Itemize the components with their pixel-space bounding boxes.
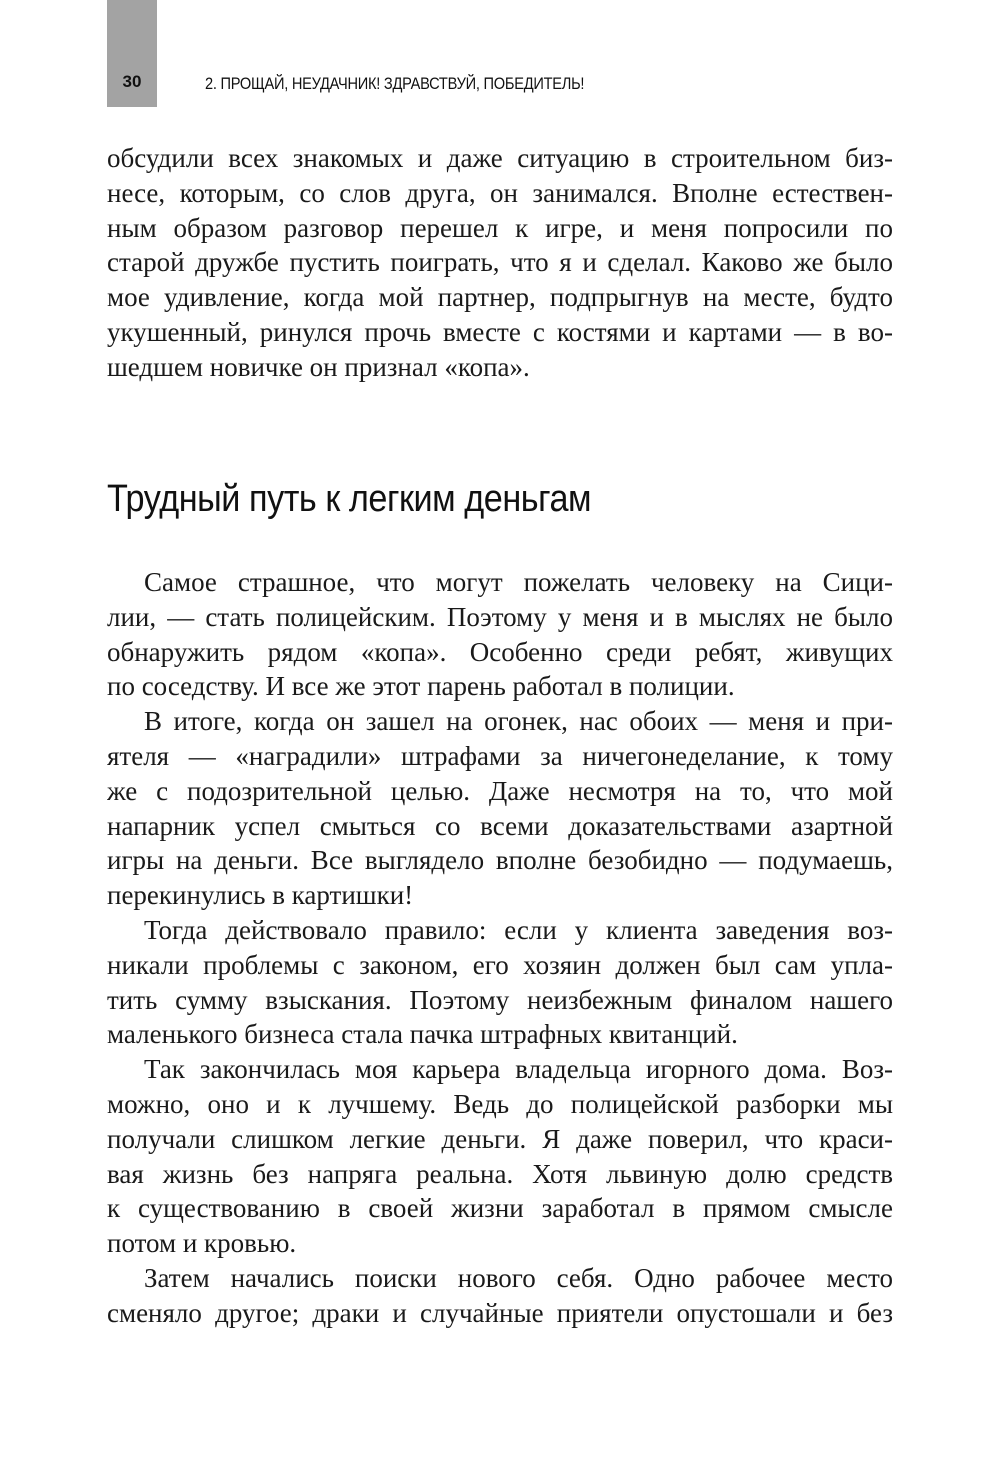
text-line: получали слишком легкие деньги. Я даже поверил, что краси- <box>107 1123 893 1154</box>
text-line: вая жизнь без напряга реальна. Хотя львиную долю средств <box>107 1158 893 1189</box>
text-line: Тогда действовало правило: если у клиента заведения воз- <box>144 914 893 945</box>
continuation-paragraph <box>107 141 893 385</box>
text-line: мое удивление, когда мой партнер, подпрыгнув на месте, будто <box>107 282 893 313</box>
section-body <box>107 565 893 1331</box>
text-line: перекинулись в картишки! <box>107 880 414 911</box>
text-line: укушенный, ринулся прочь вместе с костями и картами — в во- <box>107 316 893 347</box>
text-line: маленького бизнеса стала пачка штрафных квитанций. <box>107 1019 738 1050</box>
section-title: Трудный путь к легким деньгам <box>107 478 592 520</box>
text-line: Затем начались поиски нового себя. Одно рабочее место <box>144 1262 893 1293</box>
text-line: старой дружбе пустить поиграть, что я и сделал. Каково же было <box>107 247 893 278</box>
text-line: потом и кровью. <box>107 1228 297 1259</box>
text-line: В итоге, когда он зашел на огонек, нас обоих — меня и при- <box>144 706 893 737</box>
text-line: к существованию в своей жизни заработал в прямом смысле <box>107 1193 893 1224</box>
text-line: игры на деньги. Все выглядело вполне безобидно — подумаешь, <box>107 845 893 876</box>
text-line: ятеля — «наградили» штрафами за ничегонеделание, к тому <box>107 740 893 771</box>
text-line: ным образом разговор перешел к игре, и меня попросили по <box>107 212 893 243</box>
text-line: напарник успел смыться со всеми доказательствами азартной <box>107 810 893 841</box>
text-line: сменяло другое; драки и случайные приятели опустошали и без <box>107 1297 893 1328</box>
running-head: 2. ПРОЩАЙ, НЕУДАЧНИК! ЗДРАВСТВУЙ, ПОБЕДИТЕЛЬ! <box>205 74 585 93</box>
text-line: несе, которым, со слов друга, он занимался. Вполне естествен- <box>107 177 893 208</box>
text-line: тить сумму взыскания. Поэтому неизбежным финалом нашего <box>107 984 893 1015</box>
text-line: обнаружить рядом «копа». Особенно среди ребят, живущих <box>107 636 893 667</box>
text-line: Самое страшное, что могут пожелать человеку на Сици- <box>144 567 893 597</box>
text-line: шедшем новичке он признал «копа». <box>107 351 530 382</box>
text-line: же с подозрительной целью. Даже несмотря на то, что мой <box>107 775 893 806</box>
text-line: обсудили всех знакомых и даже ситуацию в строительном биз- <box>107 143 893 173</box>
text-line: лии, — стать полицейским. Поэтому у меня и в мыслях не было <box>107 601 893 632</box>
text-line: никали проблемы с законом, его хозяин должен был сам упла- <box>107 949 893 980</box>
text-line: можно, оно и к лучшему. Ведь до полицейской разборки мы <box>107 1088 893 1119</box>
text-line: по соседству. И все же этот парень работал в полиции. <box>107 671 735 702</box>
page-number: 30 <box>122 72 142 91</box>
text-line: Так закончилась моя карьера владельца игорного дома. Воз- <box>144 1054 893 1085</box>
